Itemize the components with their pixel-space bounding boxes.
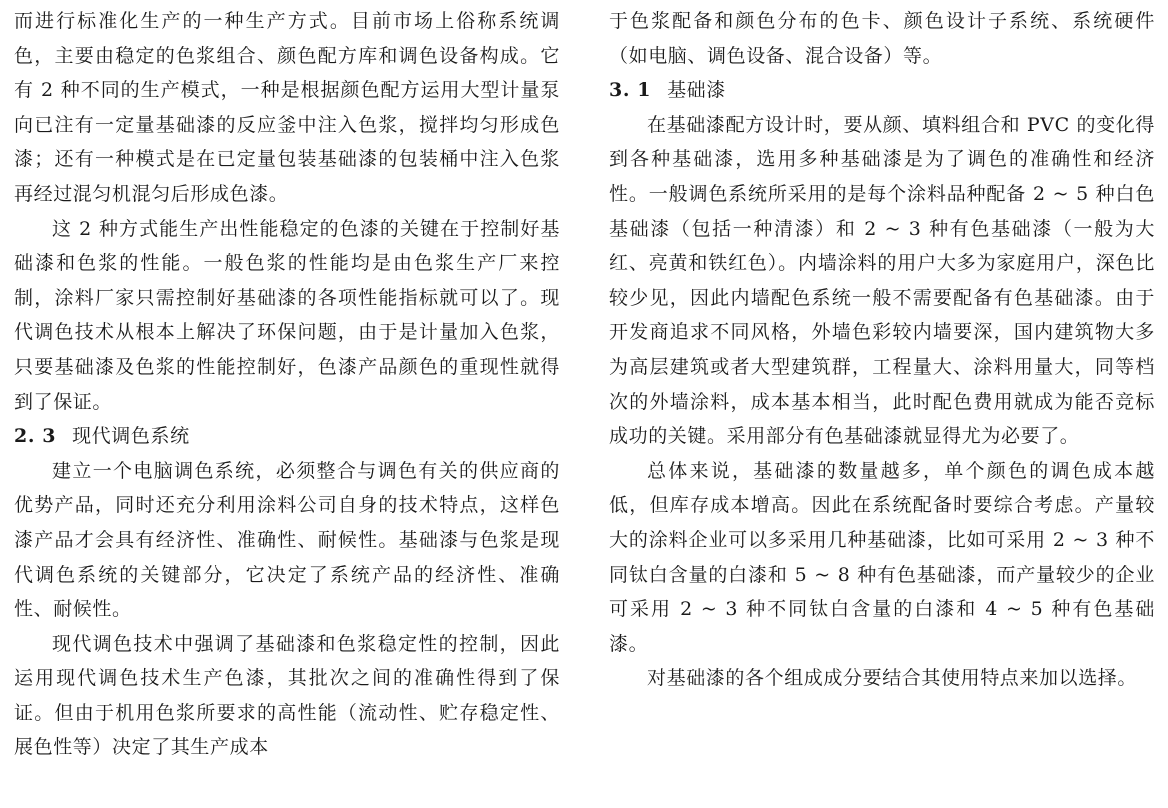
section-heading xyxy=(14,419,560,454)
section-title: 基础漆 xyxy=(667,79,726,102)
paragraph: 在基础漆配方设计时，要从颜、填料组合和 PVC 的变化得到各种基础漆，选用多种基础漆是为了调色的准确性和经济性。一般调色系统所采用的是每个涂料品种配备 2 ~ 5 种白色基础漆（包括一种清漆）和 2 ~ 3 种有色基础漆（一般为大红、亮黄和铁红色）。内墙涂料的用户大多为家庭用户，深色比较少见，因此内墙配色系统一般不需要配备有色基础漆。由于开发商追求不同风格，外墙色彩较内墙要深，国内建筑物大多为高层建筑或者大型建筑群，工程量大、涂料用量大，同等档次的外墙涂料，成本基本相当，此时配色费用就成为能否竞标成功的关键。采用部分有色基础漆就显得尤为必要了。 xyxy=(609,113,1155,448)
left-column xyxy=(14,4,560,765)
section-title: 现代调色系统 xyxy=(72,425,190,448)
paragraph: 这 2 种方式能生产出性能稳定的色漆的关键在于控制好基础漆和色浆的性能。一般色浆的性能均是由色浆生产厂来控制，涂料厂家只需控制好基础漆的各项性能指标就可以了。现代调色技术从根本上解决了环保问题，由于是计量加入色浆，只要基础漆及色浆的性能控制好，色漆产品颜色的重现性就得到了保证。 xyxy=(14,217,560,413)
paragraph: 建立一个电脑调色系统，必须整合与调色有关的供应商的优势产品，同时还充分利用涂料公司自身的技术特点，这样色漆产品才会具有经济性、准确性、耐候性。基础漆与色浆是现代调色系统的关键部分，它决定了系统产品的经济性、准确性、耐候性。 xyxy=(14,459,560,621)
paragraph: 于色浆配备和颜色分布的色卡、颜色设计子系统、系统硬件（如电脑、调色设备、混合设备）等。 xyxy=(609,10,1155,67)
paragraph: 现代调色技术中强调了基础漆和色浆稳定性的控制，因此运用现代调色技术生产色漆，其批次之间的准确性得到了保证。但由于机用色浆所要求的高性能（流动性、贮存稳定性、展色性等）决定了其生产成本 xyxy=(14,632,560,759)
section-number: 2. 3 xyxy=(14,425,57,448)
paragraph: 对基础漆的各个组成成分要结合其使用特点来加以选择。 xyxy=(647,667,1138,690)
section-number: 3. 1 xyxy=(609,79,652,102)
section-heading xyxy=(609,73,1155,108)
paragraph: 总体来说，基础漆的数量越多，单个颜色的调色成本越低，但库存成本增高。因此在系统配备时要综合考虑。产量较大的涂料企业可以多采用几种基础漆，比如可采用 2 ~ 3 种不同钛白含量的白漆和 5 ~ 8 种有色基础漆，而产量较少的企业可采用 2 ~ 3 种不同钛白含量的白漆和 4 ~ 5 种有色基础漆。 xyxy=(609,459,1155,655)
right-column xyxy=(609,4,1155,696)
paragraph: 而进行标准化生产的一种生产方式。目前市场上俗称系统调色，主要由稳定的色浆组合、颜色配方库和调色设备构成。它有 2 种不同的生产模式，一种是根据颜色配方运用大型计量泵向已注有一定量基础漆的反应釜中注入色浆，搅拌均匀形成色漆；还有一种模式是在已定量包装基础漆的包装桶中注入色浆再经过混匀机混匀后形成色漆。 xyxy=(14,10,560,205)
